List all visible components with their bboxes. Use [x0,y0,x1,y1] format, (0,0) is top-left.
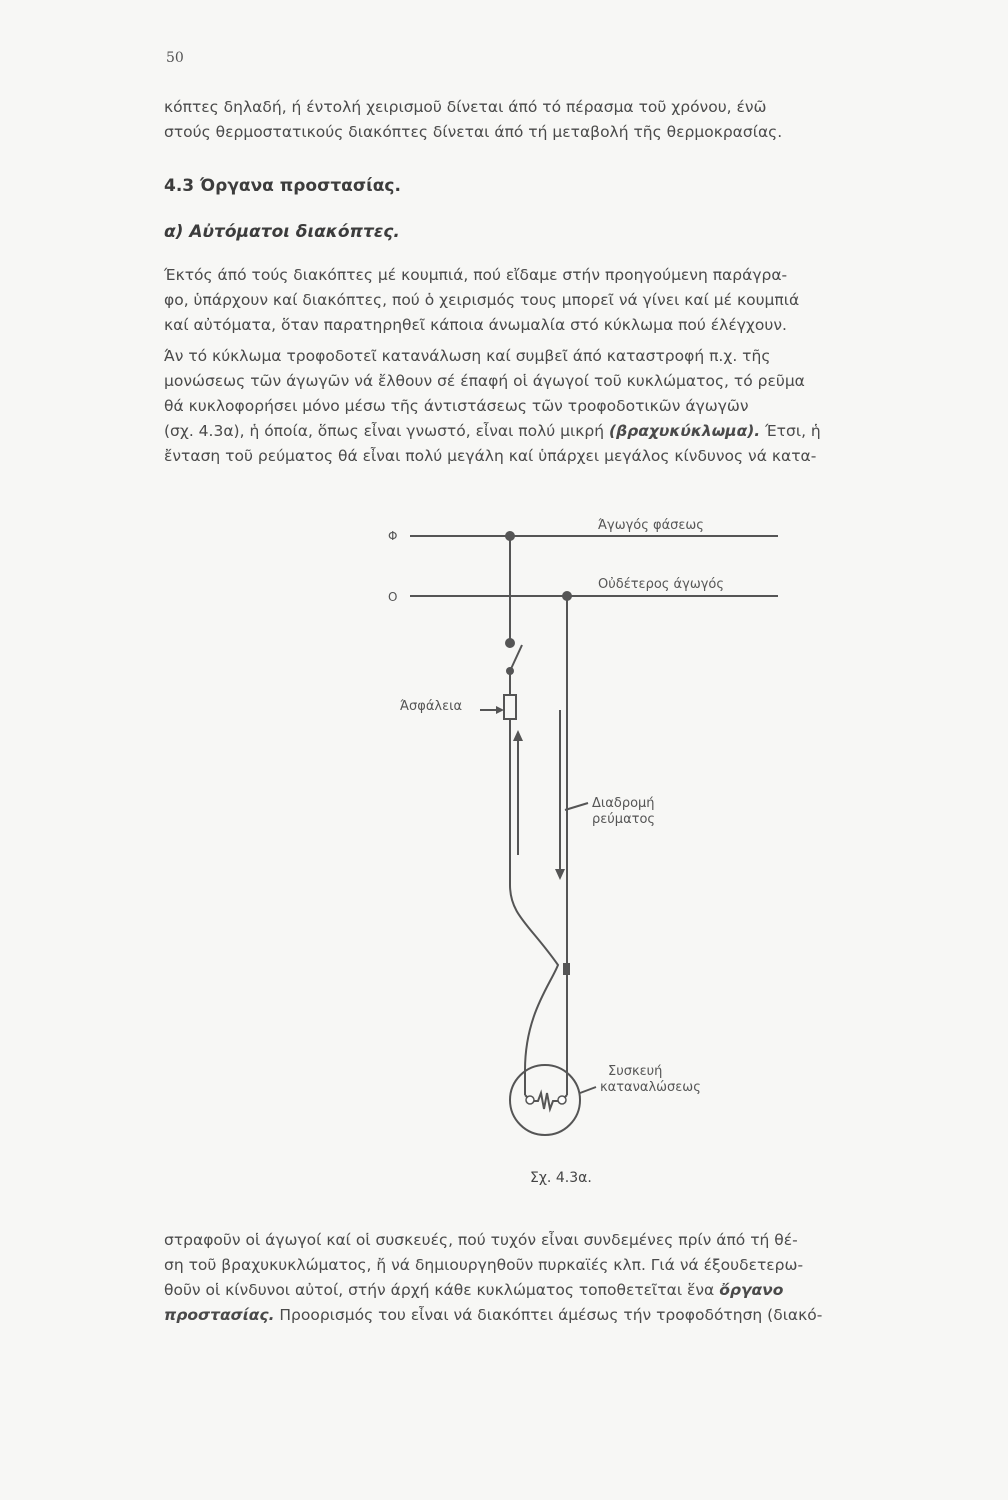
intro-paragraph [164,95,974,145]
device-label-arrow [580,1087,596,1093]
text-run: Προορισμός του εἶναι νά διακόπτει άμέσως τήν τροφοδότηση (διακό- [274,1306,823,1324]
arrowhead-down [555,869,565,880]
switch-pivot-dot [506,667,514,675]
text-line: ση τοῦ βραχυκυκλώματος, ἤ νά δημιουργηθοῦν πυρκαϊές κλπ. Γιά νά έξουδετερω- [164,1256,804,1274]
phase-conductor-label: Άγωγός φάσεως [598,518,704,533]
fuse-label: Άσφάλεια [400,699,463,714]
figure-caption: Σχ. 4.3α. [530,1170,592,1186]
subsection-heading: α) Αὐτόματοι διακόπτες. [164,222,400,242]
arrowhead-up [513,730,523,741]
text-line: στούς θερμοστατικούς διακόπτες δίνεται άπό τή μεταβολή τῆς θερμοκρασίας. [164,123,783,141]
text-line: στραφοῦν οἱ άγωγοί καί οἱ συσκευές, πού τυχόν εἶναι συνδεμένες πρίν άπό τή θέ- [164,1231,798,1249]
neutral-conductor-label: Οὐδέτερος άγωγός [598,577,724,592]
text-run: (σχ. 4.3α), ἡ όποία, ὅπως εἶναι γνωστό, εἶναι πολύ μικρή [164,422,609,440]
text-line: κόπτες δηλαδή, ή έντολή χειρισμοῦ δίνεται άπό τό πέρασμα τοῦ χρόνου, ένῶ [164,98,767,116]
paragraph-short-circuit [164,344,974,469]
neutral-symbol: Ο [388,590,398,604]
text-line: φο, ὑπάρχουν καί διακόπτες, πού ὁ χειρισμός τους μπορεῖ νά γίνει καί μέ κουμπιά [164,291,800,309]
neutral-junction-dot [562,591,572,601]
device-label-1: Συσκευή [608,1064,663,1079]
text-line [164,1303,974,1328]
fuse-arrowhead [496,706,504,714]
term-protection-device: ὄργανο [719,1281,784,1299]
text-run: θοῦν οἱ κίνδυνοι αὐτοί, στήν άρχή κάθε κυκλώματος τοποθετεῖται ἕνα [164,1281,720,1299]
fuse-symbol [504,695,516,719]
device-terminal-dot-right [558,1096,566,1104]
path-label-arrow [565,803,588,810]
term-protection-device-cont: προστασίας. [164,1306,275,1324]
text-line: καί αὐτόματα, ὅταν παρατηρηθεῖ κάποια άνωμαλία στό κύκλωμα πού έλέγχουν. [164,316,787,334]
term-short-circuit: (βραχυκύκλωμα). [609,422,761,440]
text-line: θά κυκλοφορήσει μόνο μέσω τῆς άντιστάσεως τῶν τροφοδοτικῶν άγωγῶν [164,397,749,415]
text-run: Έτσι, ἡ [760,422,821,440]
device-label-2: καταναλώσεως [600,1080,701,1095]
text-line: Άν τό κύκλωμα τροφοδοτεῖ κατανάλωση καί συμβεῖ άπό καταστροφή π.χ. τῆς [164,347,771,365]
page-number: 50 [166,50,184,66]
contact-point-marker [563,963,570,975]
phase-junction-dot [505,531,515,541]
text-line: μονώσεως τῶν άγωγῶν νά ἔλθουν σέ έπαφή οἱ άγωγοί τοῦ κυκλώματος, τό ρεῦμα [164,372,805,390]
short-circuit-diagram [370,505,790,1145]
text-line [164,419,974,444]
phase-symbol: Φ [388,529,398,543]
section-heading: 4.3 Όργανα προστασίας. [164,176,401,196]
switch-blade [510,645,522,671]
switch-contact-dot [505,638,515,648]
paragraph-automatic-switches [164,263,974,338]
text-line: ἔνταση τοῦ ρεύματος θά εἶναι πολύ μεγάλη καί ὑπάρχει μεγάλος κίνδυνος νά κατα- [164,447,817,465]
text-line [164,1278,974,1303]
device-terminal-dot-left [526,1096,534,1104]
current-path-label-2: ρεύματος [592,812,656,827]
text-line: Έκτός άπό τούς διακόπτες μέ κουμπιά, πού εἴδαμε στήν προηγούμενη παράγρα- [164,266,788,284]
current-path-label-1: Διαδρομή [592,796,655,811]
resistor-symbol [532,1093,560,1109]
paragraph-protection-devices [164,1228,974,1328]
